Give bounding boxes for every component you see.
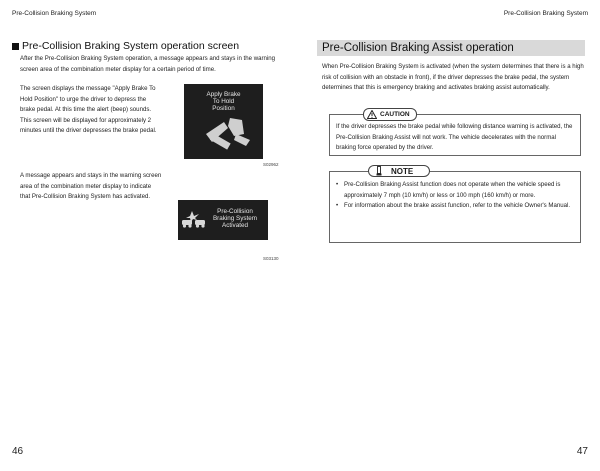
running-header-right: Pre-Collision Braking System (503, 10, 588, 17)
figure2-code: S03130 (263, 256, 279, 261)
section-heading-left (12, 40, 239, 52)
brake-pedal-icon (184, 112, 263, 154)
square-bullet-icon (12, 43, 19, 50)
caution-label (363, 108, 417, 121)
figure2-line3: Activated (222, 222, 248, 229)
page-number-right: 47 (576, 446, 588, 457)
apply-brake-display-figure (184, 84, 263, 159)
note-item: • Pre-Collision Braking Assist function does not operate when the vehicle speed is approximately 7 mph (10 km/h) or less or 100 mph (160 km/h) or more. (336, 180, 574, 201)
braking-assist-paragraph: When Pre-Collision Braking System is activated (when the system determines that there is a high risk of collision with an obstacle in front), if the driver depresses the brake pedal, the system determines that this is emergency braking and activates braking assist automatically. (322, 63, 584, 92)
figure2-line2: Braking System (212, 215, 258, 222)
apply-brake-paragraph: The screen displays the message "Apply Brake To Hold Position" to urge the driver to depress the brake pedal. At this time the alert (beep) sounds. This screen will be displayed for approximately 2 minutes until the driver depresses the brake pedal. (20, 85, 157, 135)
figure1-line3: Position (212, 105, 235, 112)
section-heading-right: Pre-Collision Braking Assist operation (317, 40, 585, 56)
braking-activated-display-figure (178, 200, 268, 240)
note-box (329, 171, 581, 243)
figure1-code: S02962 (263, 162, 279, 167)
caution-text: If the driver depresses the brake pedal while following distance warning is activated, the Pre-Collision Braking Assist will not work. The vehicle decelerates with the normal braking force operated by the driver. (336, 123, 573, 152)
intro-paragraph: After the Pre-Collision Braking System operation, a message appears and stays in the warning screen area of the combination meter display for a certain period of time. (20, 55, 276, 73)
warning-triangle-icon (367, 110, 377, 119)
figure2-line1: Pre-Collision (217, 208, 253, 215)
figure1-line1: Apply Brake (206, 91, 241, 98)
activated-paragraph: A message appears and stays in the warning screen area of the combination meter display to indicate that Pre-Collision Braking System has activated. (20, 172, 162, 201)
caution-label-text: CAUTION (380, 111, 410, 118)
running-header-left: Pre-Collision Braking System (12, 10, 97, 17)
note-label (368, 165, 430, 177)
section-heading-text: Pre-Collision Braking System operation screen (22, 40, 240, 52)
note-list (336, 180, 574, 212)
page-number-left: 46 (12, 446, 24, 457)
figure1-line2: To Hold (212, 98, 235, 105)
note-label-text: NOTE (391, 166, 414, 176)
note-item: • For information about the brake assist function, refer to the vehicle Owner's Manual. (336, 201, 574, 212)
note-icon (375, 166, 383, 176)
